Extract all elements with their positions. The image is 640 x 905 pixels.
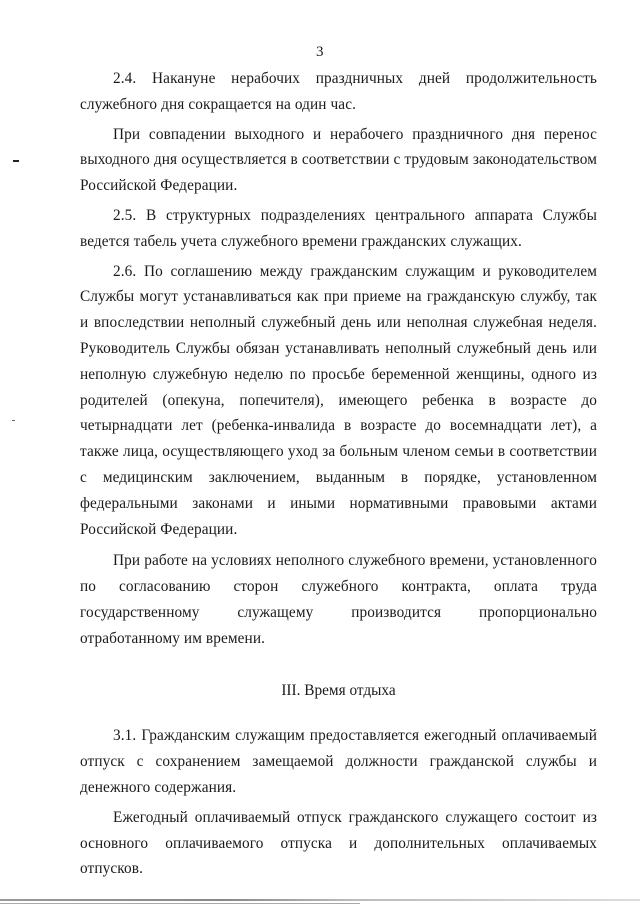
paragraph-2-4: 2.4. Накануне нерабочих праздничных дней продолжительность служебного дня сокращается на один час.: [80, 70, 597, 113]
paragraph-2-5: 2.5. В структурных подразделениях центрального аппарата Службы ведется табель учета служебного времени гражданских служащих.: [80, 206, 597, 250]
scan-artifact-mark: [12, 420, 15, 421]
paragraph-part-time-pay: При работе на условиях неполного служебного времени, установленного по согласованию сторон служебного контракта, оплата труда государственному служащему производится пропорционально отработанному им времени.: [80, 552, 597, 647]
document-body: [80, 66, 597, 882]
paragraph-annual-leave-composition: Ежегодный оплачиваемый отпуск гражданского служащего состоит из основного оплачиваемого отпуска и дополнительных оплачиваемых отпусков.: [80, 808, 597, 878]
page-number: 3: [316, 44, 324, 60]
scan-bottom-edge: [0, 899, 640, 901]
scan-artifact-mark: [13, 160, 19, 162]
paragraph-3-1: 3.1. Гражданским служащим предоставляется ежегодный оплачиваемый отпуск с сохранением замещаемой должности гражданской службы и денежного содержания.: [80, 727, 597, 796]
paragraph-2-6: 2.6. По соглашению между гражданским служащим и руководителем Службы могут устанавливаться как при приеме на гражданскую службу, так и впоследствии неполный служебный день или неполная служебная неделя. Руководитель Службы обязан устанавливать неполный служебный день или неполную служебную неделю по просьбе беременной женщины, одного из родителей (опекуна, попечителя), имеющего ребенка в возрасте до четырнадцати лет (ребенка-инвалида в возрасте до восемнадцати лет), а также лица, осуществляющего уход за больным членом семьи в соответствии с медицинским заключением, выданным в порядке, установленном федеральными законами и иными нормативными правовыми актами Российской Федерации.: [80, 262, 597, 538]
paragraph-2-4-holiday-transfer: При совпадении выходного и нерабочего праздничного дня перенос выходного дня осуществляется в соответствии с трудовым законодательством Российской Федерации.: [80, 125, 597, 195]
section-heading: III. Время отдыха: [281, 681, 396, 699]
scan-bottom-edge: [0, 903, 360, 904]
